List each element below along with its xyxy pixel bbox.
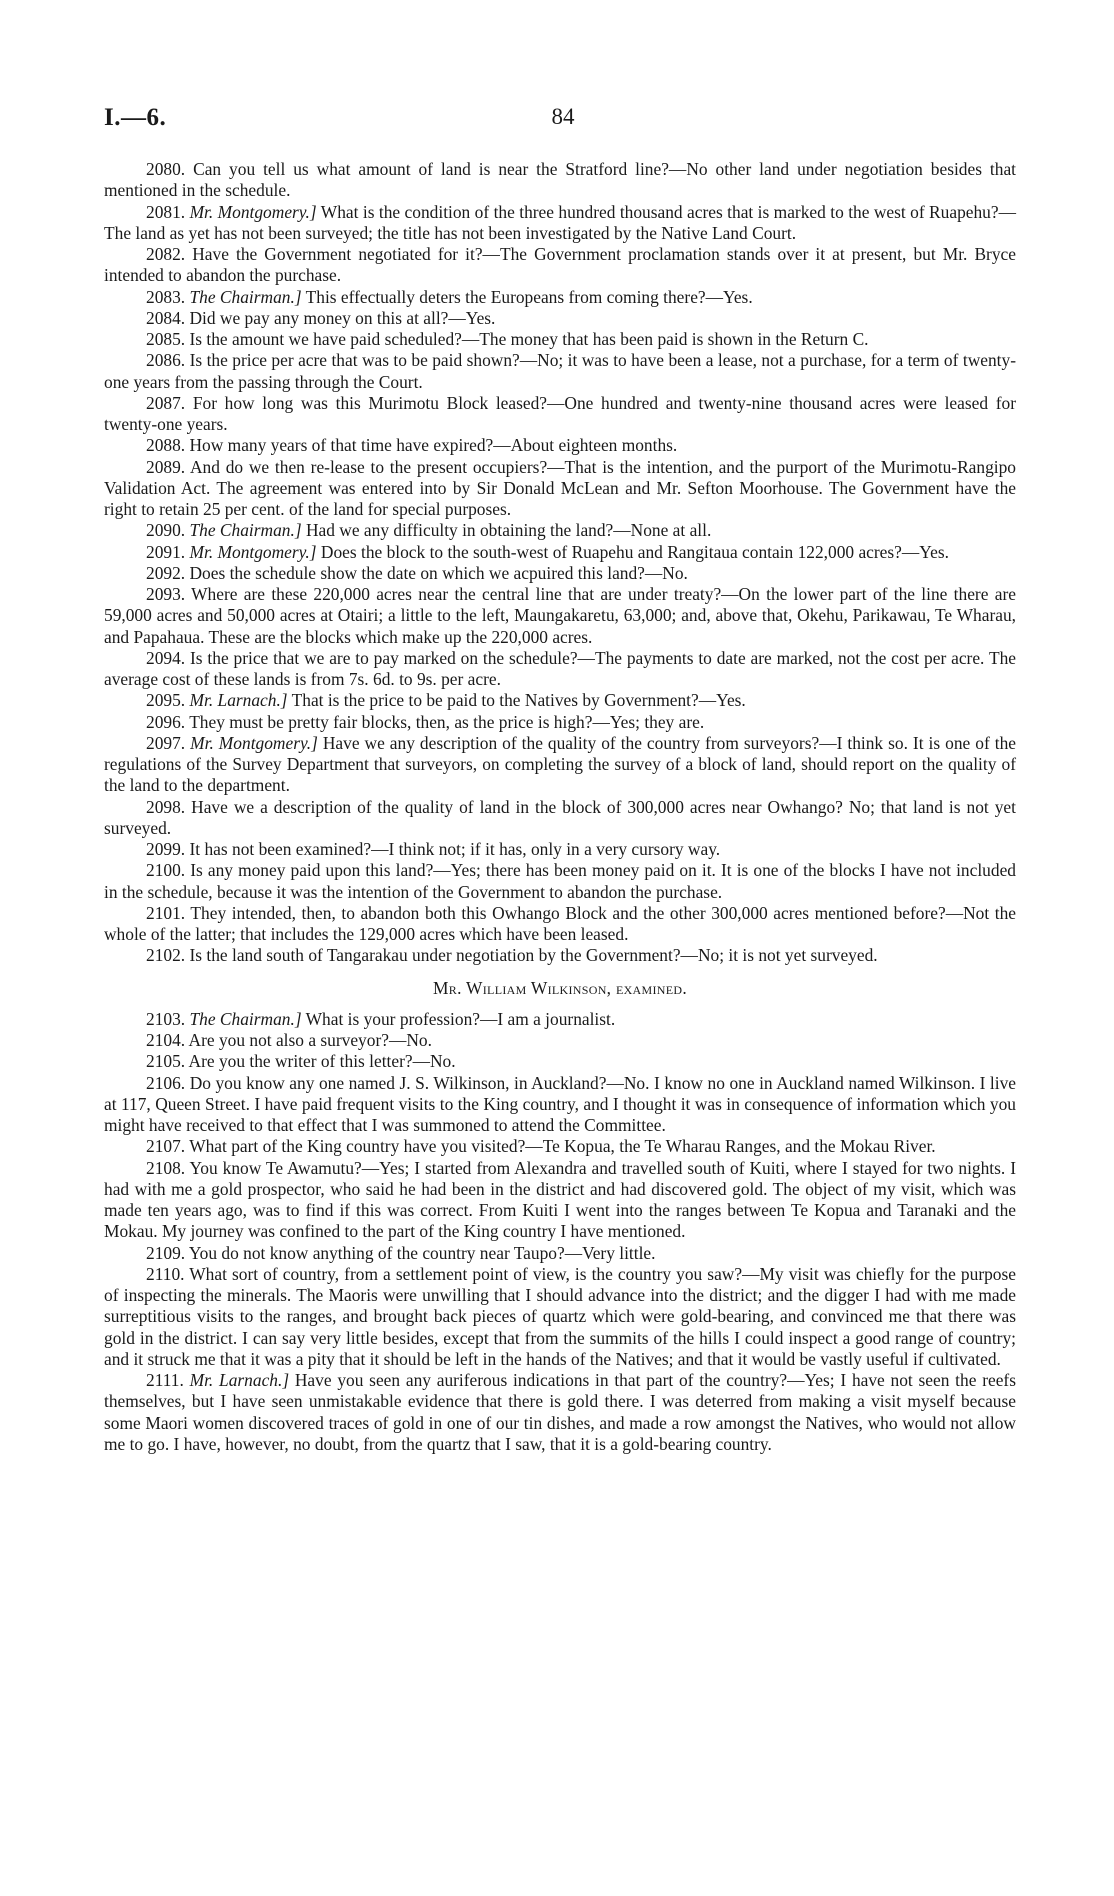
- question-number: 2100.: [146, 860, 186, 881]
- question-number: 2091.: [146, 541, 186, 562]
- question-number: 2099.: [146, 839, 186, 859]
- question-number: 2108.: [146, 1157, 186, 1178]
- question-answer-text: Can you tell us what amount of land is near the Stratford line?—No other land under negotiation besides that mentioned in the schedule.: [104, 159, 1016, 201]
- question-number: 2088.: [146, 435, 186, 456]
- question-answer-text: You do not know anything of the country near Taupo?—Very little.: [188, 1242, 656, 1263]
- question-paragraph: [104, 435, 1016, 456]
- speaker-label: Mr. Montgomery.]: [189, 541, 317, 562]
- question-answer-text: Have you seen any auriferous indications in that part of the country?—Yes; I have not seen the reefs themselves, but I have seen unmistakable evidence that there is gold there. I was deterred from making a visit myself because some Maori women discovered traces of gold in one of our tin dishes, and made a row amongst the Natives, who would not allow me to go. I have, however, no doubt, from the quartz that I saw, that it is a gold-bearing country.: [104, 1370, 1016, 1454]
- question-paragraph: [104, 839, 1016, 860]
- question-paragraph: [104, 308, 1016, 329]
- question-answer-text: What is the condition of the three hundred thousand acres that is marked to the west of Ruapehu?—The land as yet has not been surveyed; the title has not been investigated by the Native Land Court.: [104, 201, 1016, 243]
- question-paragraph: [104, 202, 1016, 245]
- question-number: 2102.: [146, 945, 186, 966]
- question-paragraph: [104, 1264, 1016, 1370]
- question-answer-text: Are you not also a surveyor?—No.: [188, 1030, 432, 1050]
- question-answer-text: Have the Government negotiated for it?—The Government proclamation stands over it at present, but Mr. Bryce intended to abandon the purchase.: [104, 244, 1016, 286]
- question-number: 2105.: [146, 1051, 186, 1072]
- question-number: 2089.: [146, 456, 186, 477]
- evidence-block-first: [104, 159, 1016, 967]
- question-answer-text: Is the price that we are to pay marked on the schedule?—The payments to date are marked, not the cost per acre. The average cost of these lands is from 7s. 6d. to 9s. per acre.: [104, 647, 1016, 689]
- question-answer-text: It has not been examined?—I think not; if it has, only in a very cursory way.: [189, 839, 721, 859]
- question-paragraph: [104, 1370, 1016, 1455]
- question-paragraph: [104, 520, 1016, 541]
- speaker-label: The Chairman.]: [189, 286, 302, 307]
- question-answer-text: And do we then re-lease to the present occupiers?—That is the intention, and the purport of the Murimotu-Rangipo Validation Act. The agreement was entered into by Sir Donald McLean and Mr. Sefton Moorhouse. The Government have the right to retain 25 per cent. of the land for special purposes.: [104, 456, 1017, 519]
- question-paragraph: [104, 159, 1016, 202]
- question-number: 2101.: [146, 902, 186, 923]
- question-number: 2094.: [146, 647, 186, 668]
- question-paragraph: [104, 860, 1016, 903]
- question-answer-text: They intended, then, to abandon both this Owhango Block and the other 300,000 acres mentioned before?—Not the whole of the latter; that includes the 129,000 acres which have been leased.: [104, 902, 1016, 944]
- question-answer-text: That is the price to be paid to the Natives by Government?—Yes.: [291, 690, 746, 711]
- question-number: 2096.: [146, 711, 186, 732]
- question-paragraph: [104, 690, 1016, 711]
- question-paragraph: [104, 542, 1016, 563]
- question-number: 2081.: [146, 201, 186, 222]
- question-number: 2103.: [146, 1008, 186, 1029]
- question-paragraph: [104, 563, 1016, 584]
- question-answer-text: Have we any description of the quality of the country from surveyors?—I think so. It is one of the regulations of the Survey Department that surveyors, on completing the survey of a block of land, should report on the quality of the land to the department.: [104, 732, 1016, 796]
- question-paragraph: [104, 903, 1016, 946]
- question-answer-text: Have we a description of the quality of land in the block of 300,000 acres near Owhango? No; that land is not yet surveyed.: [104, 796, 1016, 838]
- question-answer-text: This effectually deters the Europeans from coming there?—Yes.: [305, 286, 753, 307]
- question-number: 2107.: [146, 1136, 186, 1157]
- question-number: 2106.: [146, 1072, 186, 1093]
- question-paragraph: [104, 584, 1016, 648]
- question-number: 2082.: [146, 244, 186, 264]
- speaker-label: The Chairman.]: [189, 1008, 302, 1029]
- question-paragraph: [104, 287, 1016, 308]
- question-answer-text: Are you the writer of this letter?—No.: [188, 1051, 456, 1072]
- page-number: 84: [551, 104, 575, 129]
- question-answer-text: Does the block to the south-west of Ruapehu and Rangitaua contain 122,000 acres?—Yes.: [320, 541, 949, 562]
- question-paragraph: [104, 393, 1016, 436]
- question-number: 2109.: [146, 1242, 186, 1263]
- question-answer-text: How many years of that time have expired?—About eighteen months.: [189, 435, 678, 456]
- question-answer-text: What part of the King country have you visited?—Te Kopua, the Te Wharau Ranges, and the Mokau River.: [189, 1136, 936, 1157]
- question-number: 2080.: [146, 159, 186, 179]
- question-paragraph: [104, 244, 1016, 287]
- question-paragraph: [104, 1136, 1016, 1157]
- question-number: 2097.: [146, 732, 186, 753]
- question-number: 2092.: [146, 562, 186, 583]
- question-answer-text: Is the land south of Tangarakau under negotiation by the Government?—No; it is not yet surveyed.: [189, 945, 878, 966]
- speaker-label: Mr. Larnach.]: [189, 690, 288, 711]
- question-number: 2104.: [146, 1030, 186, 1050]
- question-answer-text: Where are these 220,000 acres near the central line that are under treaty?—On the lower part of the line there are 59,000 acres and 50,000 acres at Otairi; a little to the left, Maungakaretu, 63,000; and, above that, Okehu, Parikawau, Te Wharau, and Papahaua. These are the blocks which make up the 220,000 acres.: [104, 584, 1016, 647]
- question-answer-text: Does the schedule show the date on which we acpuired this land?—No.: [189, 562, 688, 583]
- witness-heading: Mr. William Wilkinson, examined.: [433, 977, 687, 998]
- speaker-label: Mr. Montgomery.]: [190, 732, 318, 753]
- question-paragraph: [104, 329, 1016, 350]
- question-number: 2093.: [146, 584, 186, 604]
- page-body: [104, 159, 1016, 1455]
- question-paragraph: [104, 797, 1016, 840]
- question-paragraph: [104, 1073, 1016, 1137]
- question-number: 2086.: [146, 350, 186, 371]
- question-paragraph: [104, 1030, 1016, 1051]
- speaker-label: Mr. Montgomery.]: [189, 201, 317, 222]
- question-number: 2085.: [146, 329, 186, 349]
- question-paragraph: [104, 1243, 1016, 1264]
- question-number: 2087.: [146, 392, 186, 413]
- question-answer-text: Had we any difficulty in obtaining the land?—None at all.: [305, 520, 712, 541]
- question-number: 2090.: [146, 520, 186, 541]
- question-paragraph: [104, 350, 1016, 393]
- question-answer-text: You know Te Awamutu?—Yes; I started from Alexandra and travelled south of Kuiti, where I stayed for two nights. I had with me a gold prospector, who said he had been in the district and had discovered gold. The object of my visit, which was made ten years ago, was to find if this was correct. From Kuiti I went into the ranges between Te Kopua and Taranaki and the Mokau. My journey was confined to the part of the King country I have mentioned.: [104, 1157, 1016, 1242]
- question-paragraph: [104, 457, 1016, 521]
- question-answer-text: What is your profession?—I am a journalist.: [305, 1008, 616, 1029]
- question-number: 2084.: [146, 307, 186, 328]
- question-answer-text: What sort of country, from a settlement point of view, is the country you saw?—My visit was chiefly for the purpose of inspecting the minerals. The Maoris were unwilling that I should advance into the district; and the digger I had with me made surreptitious visits to the ranges, and brought back pieces of quartz which were gold-bearing, and convinced me that there was gold in the district. I can say very little besides, except that from the summits of the hills I could inspect a good range of country; and it struck me that it was a pity that it should be left in the hands of the Natives; and that it would be vastly useful if cultivated.: [104, 1263, 1016, 1369]
- question-answer-text: Is the price per acre that was to be paid shown?—No; it was to have been a lease, not a purchase, for a term of twenty-one years from the passing through the Court.: [104, 350, 1016, 392]
- question-number: 2098.: [146, 796, 186, 817]
- question-paragraph: [104, 1051, 1016, 1072]
- question-paragraph: [104, 712, 1016, 733]
- question-number: 2095.: [146, 690, 186, 711]
- question-paragraph: [104, 733, 1016, 797]
- question-answer-text: Is any money paid upon this land?—Yes; there has been money paid on it. It is one of the blocks I have not included in the schedule, because it was the intention of the Government to abandon the purchase.: [104, 860, 1016, 902]
- question-number: 2110.: [146, 1263, 185, 1284]
- question-paragraph: [104, 1009, 1016, 1030]
- question-paragraph: [104, 1158, 1016, 1243]
- question-answer-text: Did we pay any money on this at all?—Yes.: [189, 307, 496, 328]
- question-answer-text: Is the amount we have paid scheduled?—The money that has been paid is shown in the Return C.: [189, 329, 869, 349]
- question-number: 2083.: [146, 286, 186, 307]
- document-reference: I.—6.: [104, 104, 167, 131]
- question-answer-text: For how long was this Murimotu Block leased?—One hundred and twenty-nine thousand acres were leased for twenty-one years.: [104, 392, 1016, 434]
- question-paragraph: [104, 945, 1016, 966]
- page-header: [104, 104, 1022, 140]
- evidence-block-second: [104, 1009, 1016, 1455]
- question-paragraph: [104, 648, 1016, 691]
- question-answer-text: Do you know any one named J. S. Wilkinson, in Auckland?—No. I know no one in Auckland named Wilkinson. I live at 117, Queen Street. I have paid frequent visits to the King country, and I thought it was in consequence of information which you might have received to that effect that I was summoned to attend the Committee.: [104, 1072, 1016, 1135]
- question-answer-text: They must be pretty fair blocks, then, as the price is high?—Yes; they are.: [189, 711, 705, 732]
- speaker-label: The Chairman.]: [189, 520, 302, 541]
- question-number: 2111.: [146, 1370, 184, 1390]
- speaker-label: Mr. Larnach.]: [189, 1370, 290, 1390]
